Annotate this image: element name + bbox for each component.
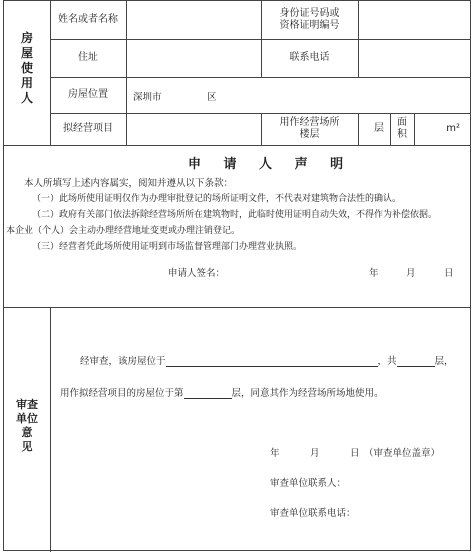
area-label-line1: 面 — [397, 117, 407, 128]
floor-label-line1: 用作经营场所 — [279, 117, 340, 128]
business-floor-blank[interactable] — [184, 387, 232, 399]
review-line2-suffix: 层，同意其作为经营场所场地使用。 — [231, 388, 384, 399]
divider — [4, 145, 470, 146]
application-form — [3, 0, 471, 551]
applicant-signature-field[interactable] — [234, 261, 354, 277]
review-contact-label: 审查单位联系人： — [270, 478, 347, 489]
location-city: 深圳市 — [133, 92, 162, 103]
review-line1-suffix: 层， — [434, 356, 454, 367]
id-label-line1: 身份证号码或 — [279, 8, 340, 19]
review-contact-phone-label: 审查单位联系电话： — [270, 508, 356, 519]
area-unit: m² — [446, 123, 460, 134]
address-label: 住址 — [78, 52, 98, 63]
review-contact-phone-field[interactable] — [366, 501, 456, 517]
review-year: 年 — [270, 448, 280, 459]
review-day: 日 — [350, 448, 360, 459]
review-line1-mid: ，共 — [377, 356, 397, 367]
declaration-item-4: （三）经营者凭此场所使用证明到市场监督管理部门办理营业执照。 — [32, 242, 303, 252]
review-stamp-note: （审查单位盖章） — [364, 448, 441, 459]
name-label: 姓名或者名称 — [58, 14, 118, 25]
declaration-year: 年 — [369, 268, 379, 279]
review-month: 月 — [310, 448, 320, 459]
divider — [4, 307, 470, 308]
phone-label: 联系电话 — [289, 52, 330, 63]
review-line-1 — [80, 353, 454, 367]
id-label-line2: 资格证明编号 — [279, 20, 340, 31]
location-label: 房屋位置 — [68, 89, 108, 100]
declaration-intro: 本人所填写上述内容属实，阅知并遵从以下条款： — [24, 178, 234, 189]
location-district: 区 — [207, 92, 217, 103]
address-field[interactable] — [126, 39, 261, 77]
house-location-blank[interactable] — [166, 355, 378, 367]
area-label-line2: 积 — [397, 129, 407, 140]
declaration-day: 日 — [444, 268, 454, 279]
business-field[interactable] — [126, 113, 261, 145]
phone-field[interactable] — [358, 39, 470, 77]
floor-unit: 层 — [374, 123, 384, 134]
review-line1-prefix: 经审查，该房屋位于 — [80, 356, 166, 367]
floor-label-line2: 楼层 — [299, 129, 320, 140]
id-number-label — [261, 1, 358, 39]
section-label-house-user: 房 屋 使 用 人 — [20, 31, 33, 105]
id-number-field[interactable] — [358, 1, 470, 39]
declaration-item-3: 本企业（个人）会主动办理经营地址变更或办理注销登记。 — [6, 226, 241, 236]
review-line2-prefix: 用作拟经营项目的房屋位于第 — [60, 388, 184, 399]
declaration-title: 申 请 人 声 明 — [188, 157, 353, 172]
divider — [50, 307, 51, 552]
name-field[interactable] — [126, 1, 261, 39]
declaration-item-1: （一）此场所使用证明仅作为办理审批登记的场所证明文件，不代表对建筑物合法性的确认。 — [32, 194, 402, 204]
section-label-review: 审查 单位 意 见 — [16, 398, 38, 453]
total-floors-blank[interactable] — [397, 355, 435, 367]
business-label: 拟经营项目 — [63, 123, 113, 134]
area-label — [390, 113, 414, 145]
declaration-month: 月 — [406, 268, 416, 279]
declaration-item-2: （二）政府有关部门依法拆除经营场所所在建筑物时，此临时使用证明自动失效，不得作为补偿依据。 — [32, 210, 438, 220]
floor-label — [261, 113, 358, 145]
review-line-2 — [60, 385, 384, 399]
review-contact-field[interactable] — [356, 471, 456, 487]
applicant-signature-label: 申请人签名： — [168, 268, 226, 279]
